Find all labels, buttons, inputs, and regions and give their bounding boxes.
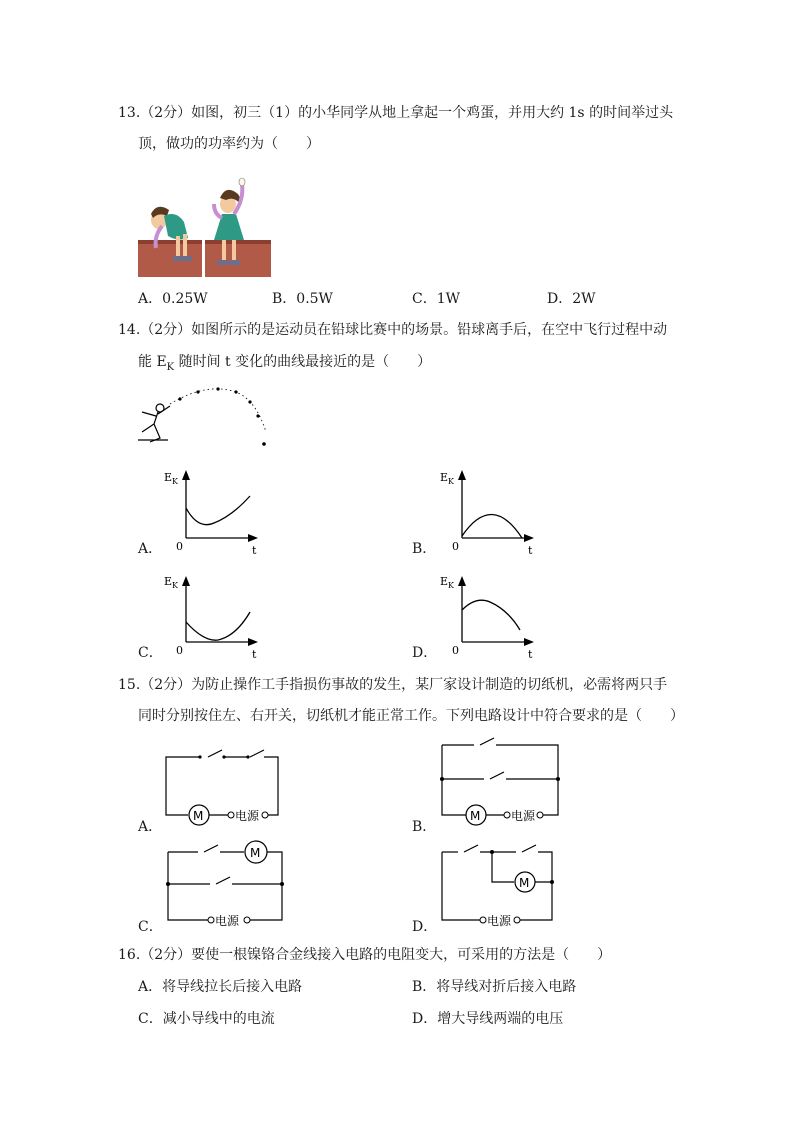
q15-b-motor-label: M <box>470 809 481 823</box>
girl-lifting-egg-icon <box>138 176 272 278</box>
q15-c-power-label: 电源 <box>215 914 240 928</box>
q15-a-motor-label: M <box>193 809 204 823</box>
q15-option-b[interactable]: B． <box>412 819 437 835</box>
q14-graph-a <box>160 466 270 558</box>
q15-option-a[interactable]: A． <box>138 819 163 835</box>
q15-stem-line2: 同时分别按住左、右开关，切纸机才能正常工作。下列电路设计中符合要求的是（ ） <box>138 708 684 724</box>
q14-graph-c-ylabel: E <box>164 575 173 588</box>
q15-a-power-label: 电源 <box>235 809 260 823</box>
q16-option-b[interactable]: B．将导线对折后接入电路 <box>412 979 577 995</box>
q15-d-motor-label: M <box>519 876 530 890</box>
q16-option-c[interactable]: C．减小导线中的电流 <box>138 1011 275 1027</box>
q15-c-motor-label: M <box>250 846 261 860</box>
q14-option-a[interactable]: A． <box>138 541 163 557</box>
q15-circuit-c <box>160 840 290 930</box>
q13-option-d[interactable]: D．2W <box>547 291 596 307</box>
q14-graph-d <box>436 572 546 664</box>
q13-stem-line2: 顶，做功的功率约为（ ） <box>138 136 320 152</box>
q14-graph-a-ylabel: E <box>164 471 173 484</box>
q14-option-c[interactable]: C． <box>138 645 163 661</box>
q14-option-b[interactable]: B． <box>412 541 437 557</box>
q15-circuit-d <box>436 840 566 930</box>
q14-graph-c-ylabel-sub: K <box>172 581 178 590</box>
q15-circuit-a <box>160 745 290 830</box>
q14-graph-d-xlabel: t <box>528 648 533 661</box>
q13-stem-line1: 13.（2分）如图，初三（1）的小华同学从地上拿起一个鸡蛋，并用大约 1s 的时间举过头 <box>118 105 674 121</box>
q15-circuit-b <box>436 733 566 828</box>
q14-graph-b-ylabel: E <box>440 471 449 484</box>
q14-graph-c-origin: 0 <box>176 644 183 657</box>
q13-option-a[interactable]: A．0.25W <box>138 291 208 307</box>
q14-graph-b <box>436 466 546 558</box>
q15-option-d[interactable]: D． <box>412 919 438 935</box>
q15-b-power-label: 电源 <box>511 809 536 823</box>
q14-graph-c-xlabel: t <box>252 648 257 661</box>
q14-graph-d-ylabel: E <box>440 575 449 588</box>
q16-option-a[interactable]: A．将导线拉长后接入电路 <box>138 979 303 995</box>
q14-graph-a-origin: 0 <box>176 540 183 553</box>
q14-graph-a-ylabel-sub: K <box>172 477 178 486</box>
q14-stem-line2: 能 $E_K$ 随时间 t 变化的曲线最接近的是（ ） <box>138 354 432 373</box>
q16-option-d[interactable]: D．增大导线两端的电压 <box>412 1011 564 1027</box>
q13-option-b[interactable]: B．0.5W <box>272 291 333 307</box>
q14-graph-b-origin: 0 <box>452 540 459 553</box>
q14-graph-d-ylabel-sub: K <box>448 581 454 590</box>
shot-put-athlete-icon <box>136 388 270 450</box>
q14-graph-d-origin: 0 <box>452 644 459 657</box>
q14-stem-line1: 14.（2分）如图所示的是运动员在铅球比赛中的场景。铅球离手后，在空中飞行过程中动 <box>118 322 668 338</box>
q15-d-power-label: 电源 <box>487 914 512 928</box>
q14-option-d[interactable]: D． <box>412 645 438 661</box>
q15-stem-line1: 15.（2分）为防止操作工手指损伤事故的发生，某厂家设计制造的切纸机，必需将两只手 <box>118 677 668 693</box>
q16-stem-line1: 16.（2分）要使一根镍铬合金线接入电路的电阻变大，可采用的方法是（ ） <box>118 947 612 963</box>
q15-option-c[interactable]: C． <box>138 919 163 935</box>
q14-graph-a-xlabel: t <box>252 544 257 557</box>
q13-option-c[interactable]: C．1W <box>412 291 461 307</box>
q14-graph-b-xlabel: t <box>528 544 533 557</box>
q14-graph-b-ylabel-sub: K <box>448 477 454 486</box>
q14-graph-c <box>160 572 270 664</box>
